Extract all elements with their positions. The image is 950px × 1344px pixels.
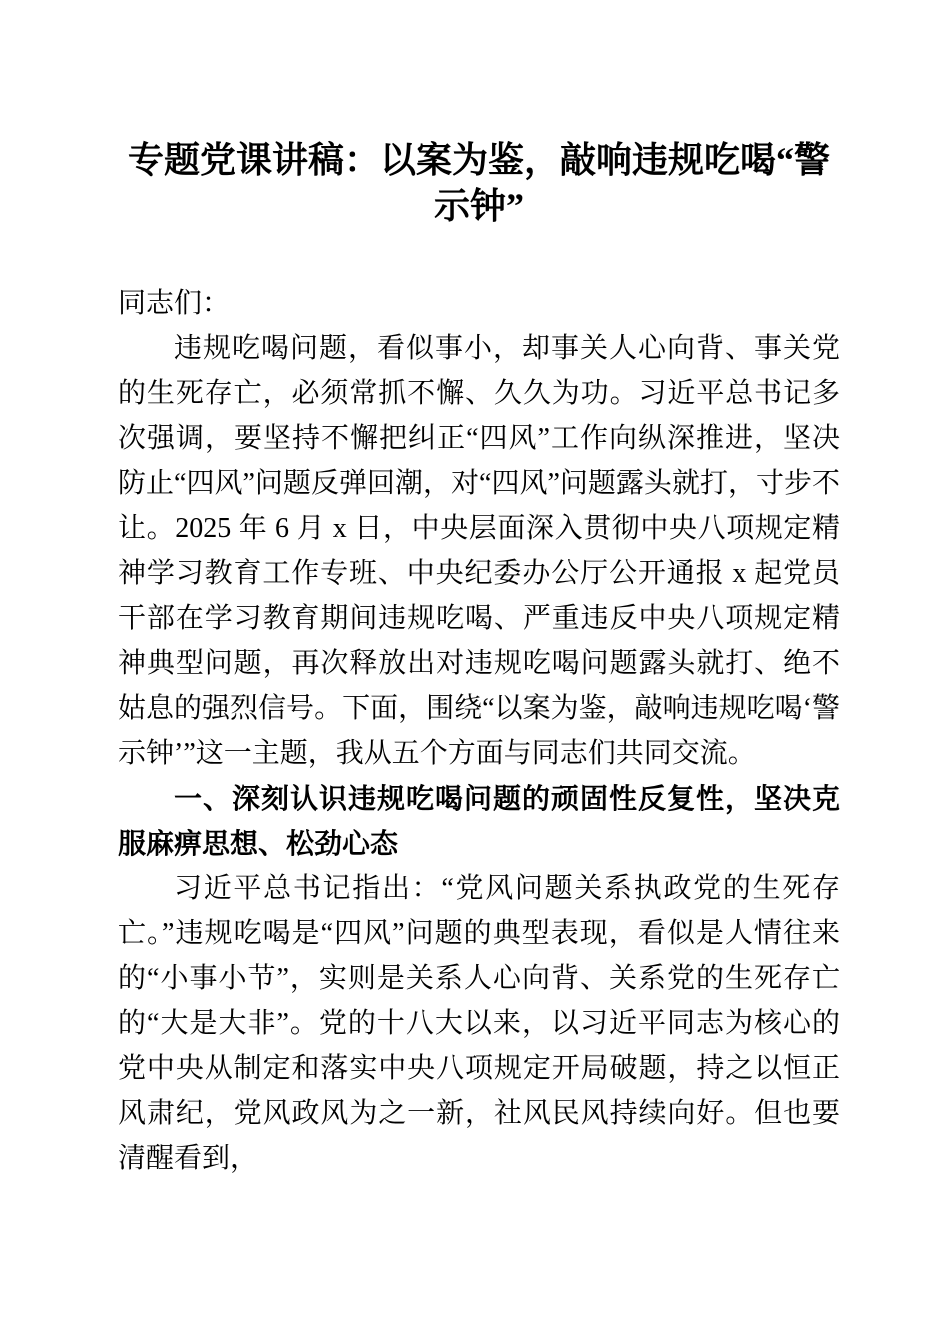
section-heading-1: 一、深刻认识违规吃喝问题的顽固性反复性，坚决克服麻痹思想、松劲心态 (118, 783, 840, 859)
document-content (118, 137, 840, 1181)
salutation: 同志们： (118, 288, 231, 319)
document-title: 专题党课讲稿：以案为鉴，敲响违规吃喝“警示钟” (127, 140, 830, 226)
paragraph-intro: 违规吃喝问题，看似事小，却事关人心向背、事关党的生死存亡，必须常抓不懈、久久为功。习近平总书记多次强调，要坚持不懈把纠正“四风”工作向纵深推进，坚决防止“四风”问题反弹回潮，对“四风”问题露头就打，寸步不让。2025 年 6 月 x 日，中央层面深入贯彻中央八项规定精神学习教育工作专班、中央纪委办公厅公开通报 x 起党员干部在学习教育期间违规吃喝、严重违反中央八项规定精神典型问题，再次释放出对违规吃喝问题露头就打、绝不姑息的强烈信号。下面，围绕“以案为鉴，敲响违规吃喝‘警示钟’”这一主题，我从五个方面与同志们共同交流。 (118, 333, 840, 769)
paragraph-section-1: 习近平总书记指出：“党风问题关系执政党的生死存亡。”违规吃喝是“四风”问题的典型表现，看似是人情往来的“小事小节”，实则是关系人心向背、关系党的生死存亡的“大是大非”。党的十八大以来，以习近平同志为核心的党中央从制定和落实中央八项规定开局破题，持之以恒正风肃纪，党风政风为之一新，社风民风持续向好。但也要清醒看到， (118, 873, 840, 1174)
